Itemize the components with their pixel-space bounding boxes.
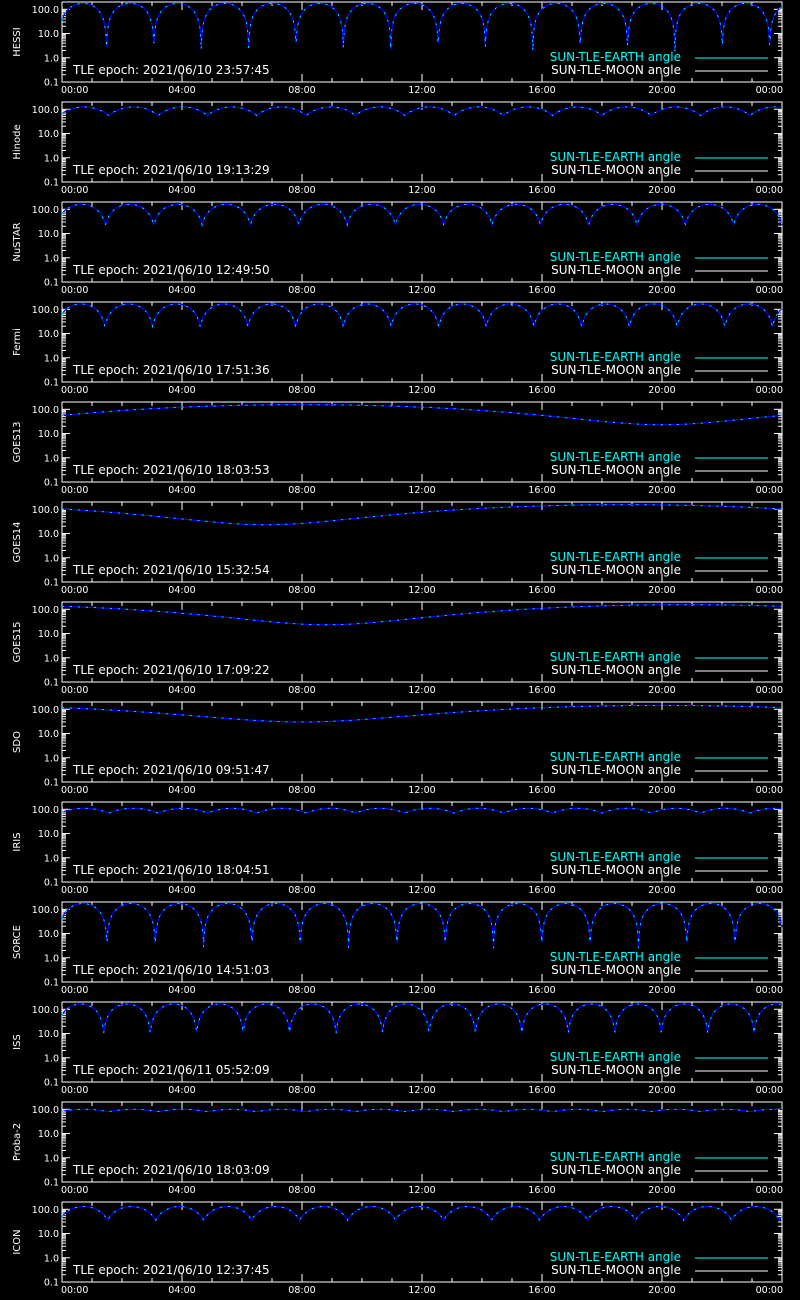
y-tick-label: 1.0 [43,753,59,765]
y-tick-label: 100.0 [31,804,59,816]
y-tick-label: 10.0 [37,329,59,341]
y-tick-label: 10.0 [37,1029,59,1041]
y-tick-label: 0.1 [43,1177,59,1189]
satellite-label: HESSI [12,27,23,57]
tle-epoch-text: TLE epoch: 2021/06/10 17:51:36 [73,363,270,377]
legend-moon-label: SUN-TLE-MOON angle [551,163,681,177]
legend-earth-label: SUN-TLE-EARTH angle [549,850,681,864]
x-tick-label: 20:00 [648,785,676,796]
satellite-label: NuSTAR [12,222,23,262]
legend-earth-label: SUN-TLE-EARTH angle [549,1050,681,1064]
y-tick-label: 10.0 [37,629,59,641]
x-tick-label: 08:00 [288,185,316,196]
y-tick-label: 100.0 [31,104,59,116]
y-tick-label: 0.1 [43,477,59,489]
x-tick-label: 16:00 [528,885,556,896]
satellite-label: GOES14 [12,521,23,563]
x-tick-label: 20:00 [648,285,676,296]
x-tick-label: 04:00 [168,1185,196,1196]
x-tick-label: 00:00 [61,85,89,96]
legend-earth-label: SUN-TLE-EARTH angle [549,450,681,464]
y-tick-label: 0.1 [43,777,59,789]
x-tick-label: 04:00 [168,185,196,196]
tle-epoch-text: TLE epoch: 2021/06/10 18:03:53 [73,463,270,477]
chart-svg [0,900,800,1000]
y-tick-label: 100.0 [31,1104,59,1116]
x-tick-label: 04:00 [168,1085,196,1096]
y-tick-label: 10.0 [37,729,59,741]
x-tick-label: 20:00 [648,85,676,96]
y-tick-label: 0.1 [43,1077,59,1089]
tle-epoch-text: TLE epoch: 2021/06/10 12:49:50 [73,263,270,277]
y-tick-label: 1.0 [43,853,59,865]
y-tick-label: 10.0 [37,29,59,41]
legend-moon-label: SUN-TLE-MOON angle [551,463,681,477]
x-tick-label: 12:00 [408,985,436,996]
y-tick-label: 100.0 [31,1004,59,1016]
y-tick-label: 0.1 [43,577,59,589]
satellite-label: ICON [12,1229,23,1255]
x-tick-label: 12:00 [408,185,436,196]
y-tick-label: 10.0 [37,929,59,941]
legend-moon-label: SUN-TLE-MOON angle [551,263,681,277]
chart-svg [0,600,800,700]
y-tick-label: 100.0 [31,404,59,416]
sun-tle-earth-angle-curve [62,405,782,425]
y-tick-label: 100.0 [31,504,59,516]
x-tick-label: 16:00 [528,985,556,996]
x-tick-label: 12:00 [408,685,436,696]
x-tick-label: 16:00 [528,185,556,196]
satellite-label: Proba-2 [12,1122,23,1162]
x-tick-label: 20:00 [648,985,676,996]
legend-moon-label: SUN-TLE-MOON angle [551,863,681,877]
x-tick-label: 04:00 [168,985,196,996]
y-tick-label: 0.1 [43,1277,59,1289]
panel-hinode [0,100,800,200]
x-tick-label: 20:00 [648,885,676,896]
y-tick-label: 1.0 [43,553,59,565]
y-tick-label: 1.0 [43,253,59,265]
y-tick-label: 1.0 [43,353,59,365]
y-tick-label: 10.0 [37,229,59,241]
satellite-label: Fermi [12,328,23,356]
x-tick-label: 00:00 [755,1285,783,1296]
tle-epoch-text: TLE epoch: 2021/06/10 18:03:09 [73,1163,270,1177]
y-tick-label: 1.0 [43,653,59,665]
x-tick-label: 00:00 [61,185,89,196]
y-tick-label: 0.1 [43,77,59,89]
tle-epoch-text: TLE epoch: 2021/06/10 12:37:45 [73,1263,270,1277]
y-tick-label: 10.0 [37,129,59,141]
y-tick-label: 0.1 [43,677,59,689]
satellite-label: IRIS [12,832,23,852]
x-tick-label: 20:00 [648,1085,676,1096]
chart-svg [0,1200,800,1300]
x-tick-label: 16:00 [528,685,556,696]
x-tick-label: 00:00 [755,85,783,96]
tle-epoch-text: TLE epoch: 2021/06/10 23:57:45 [73,63,270,77]
y-tick-label: 1.0 [43,53,59,65]
y-tick-label: 1.0 [43,453,59,465]
x-tick-label: 16:00 [528,1085,556,1096]
y-tick-label: 1.0 [43,1253,59,1265]
chart-svg [0,700,800,800]
x-tick-label: 08:00 [288,485,316,496]
legend-moon-label: SUN-TLE-MOON angle [551,63,681,77]
y-tick-label: 0.1 [43,977,59,989]
x-tick-label: 00:00 [61,985,89,996]
satellite-label: ISS [12,1034,23,1050]
x-tick-label: 00:00 [61,1185,89,1196]
y-tick-label: 100.0 [31,204,59,216]
chart-svg [0,0,800,100]
x-tick-label: 00:00 [755,185,783,196]
legend-earth-label: SUN-TLE-EARTH angle [549,150,681,164]
x-tick-label: 08:00 [288,1285,316,1296]
x-tick-label: 04:00 [168,285,196,296]
legend-moon-label: SUN-TLE-MOON angle [551,1163,681,1177]
y-tick-label: 1.0 [43,953,59,965]
legend-earth-label: SUN-TLE-EARTH angle [549,650,681,664]
x-tick-label: 04:00 [168,385,196,396]
x-tick-label: 20:00 [648,1185,676,1196]
panel-nustar [0,200,800,300]
y-tick-label: 100.0 [31,1204,59,1216]
legend-earth-label: SUN-TLE-EARTH angle [549,550,681,564]
y-tick-label: 10.0 [37,829,59,841]
panel-iss [0,1000,800,1100]
x-tick-label: 00:00 [61,785,89,796]
x-tick-label: 08:00 [288,285,316,296]
x-tick-label: 00:00 [755,285,783,296]
x-tick-label: 20:00 [648,685,676,696]
x-tick-label: 12:00 [408,85,436,96]
legend-moon-label: SUN-TLE-MOON angle [551,563,681,577]
y-tick-label: 100.0 [31,304,59,316]
x-tick-label: 00:00 [61,885,89,896]
x-tick-label: 00:00 [61,585,89,596]
y-tick-label: 10.0 [37,1129,59,1141]
x-tick-label: 12:00 [408,285,436,296]
legend-earth-label: SUN-TLE-EARTH angle [549,750,681,764]
x-tick-label: 20:00 [648,585,676,596]
legend-earth-label: SUN-TLE-EARTH angle [549,1250,681,1264]
x-tick-label: 08:00 [288,585,316,596]
chart-svg [0,100,800,200]
y-tick-label: 1.0 [43,1053,59,1065]
y-tick-label: 100.0 [31,604,59,616]
x-tick-label: 16:00 [528,85,556,96]
x-tick-label: 00:00 [61,1285,89,1296]
legend-moon-label: SUN-TLE-MOON angle [551,763,681,777]
x-tick-label: 12:00 [408,1285,436,1296]
x-tick-label: 20:00 [648,1285,676,1296]
tle-epoch-text: TLE epoch: 2021/06/10 14:51:03 [73,963,270,977]
x-tick-label: 16:00 [528,1185,556,1196]
x-tick-label: 00:00 [755,985,783,996]
tle-epoch-text: TLE epoch: 2021/06/10 09:51:47 [73,763,270,777]
x-tick-label: 04:00 [168,585,196,596]
legend-moon-label: SUN-TLE-MOON angle [551,363,681,377]
x-tick-label: 04:00 [168,1285,196,1296]
y-tick-label: 100.0 [31,4,59,16]
x-tick-label: 00:00 [61,485,89,496]
x-tick-label: 00:00 [755,385,783,396]
x-tick-label: 16:00 [528,785,556,796]
y-tick-label: 10.0 [37,529,59,541]
chart-svg [0,1000,800,1100]
tle-epoch-text: TLE epoch: 2021/06/10 19:13:29 [73,163,270,177]
y-tick-label: 0.1 [43,277,59,289]
x-tick-label: 20:00 [648,385,676,396]
x-tick-label: 04:00 [168,85,196,96]
tle-epoch-text: TLE epoch: 2021/06/10 18:04:51 [73,863,270,877]
x-tick-label: 00:00 [755,585,783,596]
x-tick-label: 00:00 [61,685,89,696]
panel-fermi [0,300,800,400]
legend-earth-label: SUN-TLE-EARTH angle [549,250,681,264]
x-tick-label: 00:00 [61,385,89,396]
satellite-label: SORCE [12,925,23,959]
panel-proba-2 [0,1100,800,1200]
sun-tle-earth-angle-curve [62,1109,782,1111]
y-tick-label: 100.0 [31,704,59,716]
x-tick-label: 16:00 [528,1285,556,1296]
x-tick-label: 16:00 [528,385,556,396]
chart-svg [0,300,800,400]
panel-hessi [0,0,800,100]
chart-svg [0,1100,800,1200]
tle-epoch-text: TLE epoch: 2021/06/11 05:52:09 [73,1063,270,1077]
x-tick-label: 16:00 [528,585,556,596]
legend-earth-label: SUN-TLE-EARTH angle [549,50,681,64]
x-tick-label: 04:00 [168,885,196,896]
sun-tle-earth-angle-curve [62,3,782,52]
y-tick-label: 10.0 [37,429,59,441]
x-tick-label: 08:00 [288,785,316,796]
x-tick-label: 12:00 [408,385,436,396]
x-tick-label: 08:00 [288,1185,316,1196]
x-tick-label: 08:00 [288,885,316,896]
x-tick-label: 08:00 [288,385,316,396]
y-tick-label: 10.0 [37,1229,59,1241]
x-tick-label: 00:00 [755,685,783,696]
x-tick-label: 00:00 [755,1085,783,1096]
satellite-label: GOES15 [12,621,23,663]
y-tick-label: 0.1 [43,177,59,189]
x-tick-label: 04:00 [168,685,196,696]
satellite-label: GOES13 [12,421,23,463]
x-tick-label: 04:00 [168,785,196,796]
legend-moon-label: SUN-TLE-MOON angle [551,1263,681,1277]
x-tick-label: 12:00 [408,1085,436,1096]
satellite-label: SDO [12,731,23,753]
x-tick-label: 00:00 [755,1185,783,1196]
panel-goes15 [0,600,800,700]
x-tick-label: 16:00 [528,285,556,296]
x-tick-label: 12:00 [408,885,436,896]
x-tick-label: 12:00 [408,485,436,496]
x-tick-label: 04:00 [168,485,196,496]
y-tick-label: 1.0 [43,1153,59,1165]
satellite-label: Hinode [12,124,23,160]
legend-moon-label: SUN-TLE-MOON angle [551,1063,681,1077]
legend-moon-label: SUN-TLE-MOON angle [551,663,681,677]
x-tick-label: 16:00 [528,485,556,496]
x-tick-label: 12:00 [408,585,436,596]
sun-tle-earth-angle-curve [62,904,782,948]
chart-svg [0,200,800,300]
panel-sorce [0,900,800,1000]
x-tick-label: 08:00 [288,85,316,96]
chart-svg [0,800,800,900]
chart-svg [0,400,800,500]
x-tick-label: 12:00 [408,785,436,796]
panel-iris [0,800,800,900]
panel-goes13 [0,400,800,500]
x-tick-label: 20:00 [648,185,676,196]
sun-tle-earth-angle-highlight [62,904,782,948]
legend-earth-label: SUN-TLE-EARTH angle [549,950,681,964]
legend-earth-label: SUN-TLE-EARTH angle [549,1150,681,1164]
y-tick-label: 0.1 [43,377,59,389]
x-tick-label: 08:00 [288,1085,316,1096]
y-tick-label: 100.0 [31,904,59,916]
x-tick-label: 00:00 [755,885,783,896]
chart-svg [0,500,800,600]
panel-goes14 [0,500,800,600]
legend-moon-label: SUN-TLE-MOON angle [551,963,681,977]
panel-sdo [0,700,800,800]
panel-icon [0,1200,800,1300]
x-tick-label: 12:00 [408,1185,436,1196]
tle-epoch-text: TLE epoch: 2021/06/10 15:32:54 [73,563,270,577]
x-tick-label: 00:00 [755,785,783,796]
x-tick-label: 20:00 [648,485,676,496]
legend-earth-label: SUN-TLE-EARTH angle [549,350,681,364]
x-tick-label: 08:00 [288,685,316,696]
x-tick-label: 08:00 [288,985,316,996]
x-tick-label: 00:00 [755,485,783,496]
y-tick-label: 1.0 [43,153,59,165]
tle-epoch-text: TLE epoch: 2021/06/10 17:09:22 [73,663,270,677]
y-tick-label: 0.1 [43,877,59,889]
x-tick-label: 00:00 [61,285,89,296]
x-tick-label: 00:00 [61,1085,89,1096]
